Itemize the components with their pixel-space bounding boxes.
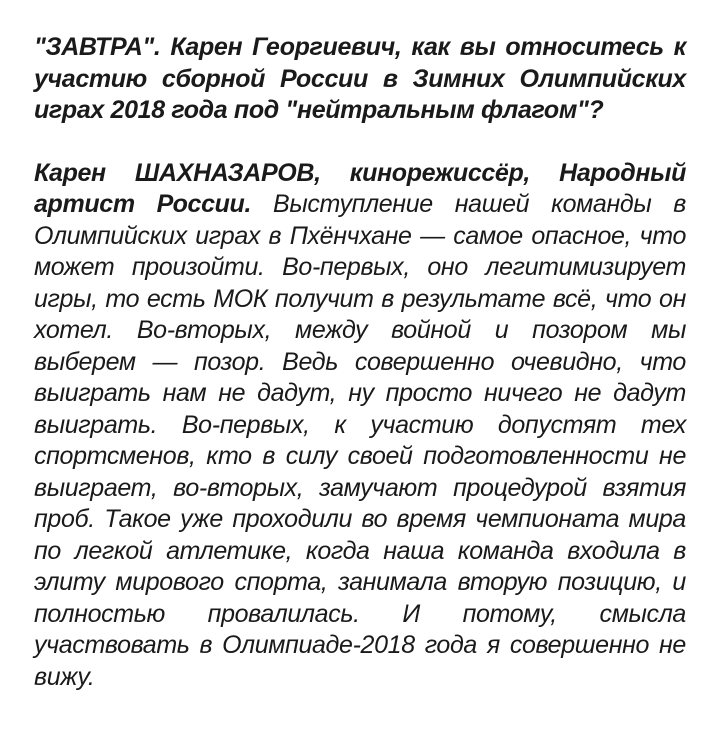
speaker-name: Карен ШАХНАЗАРОВ, кинорежиссёр, Народный артист России. [34, 158, 686, 218]
interview-article [34, 32, 686, 693]
interview-answer [34, 158, 686, 694]
answer-text: Выступление нашей команды в Олимпийских играх в Пхёнчхане — самое опасное, что может произойти. Во-первых, оно легитимизирует игры, то есть МОК получит в результате всё, что он хотел. Во-вторых, между войной и позором мы выберем — позор. Ведь совершенно очевидно, что выиграть нам не дадут, ну просто ничего не дадут выиграть. Во-первых, к участию допустят тех спортсменов, кто в силу своей подготовленности не выиграет, во-вторых, замучают процедурой взятия проб. Такое уже проходили во время чемпионата мира по легкой атлетике, когда наша команда входила в элиту мирового спорта, занимала вторую позицию, и полностью провалилась. И потому, смысла участвовать в Олимпиаде-2018 года я совершенно не вижу. [34, 190, 686, 691]
interview-question: "ЗАВТРА". Карен Георгиевич, как вы относитесь к участию сборной России в Зимних Олимпийских играх 2018 года под "нейтральным флагом"? [34, 33, 686, 124]
